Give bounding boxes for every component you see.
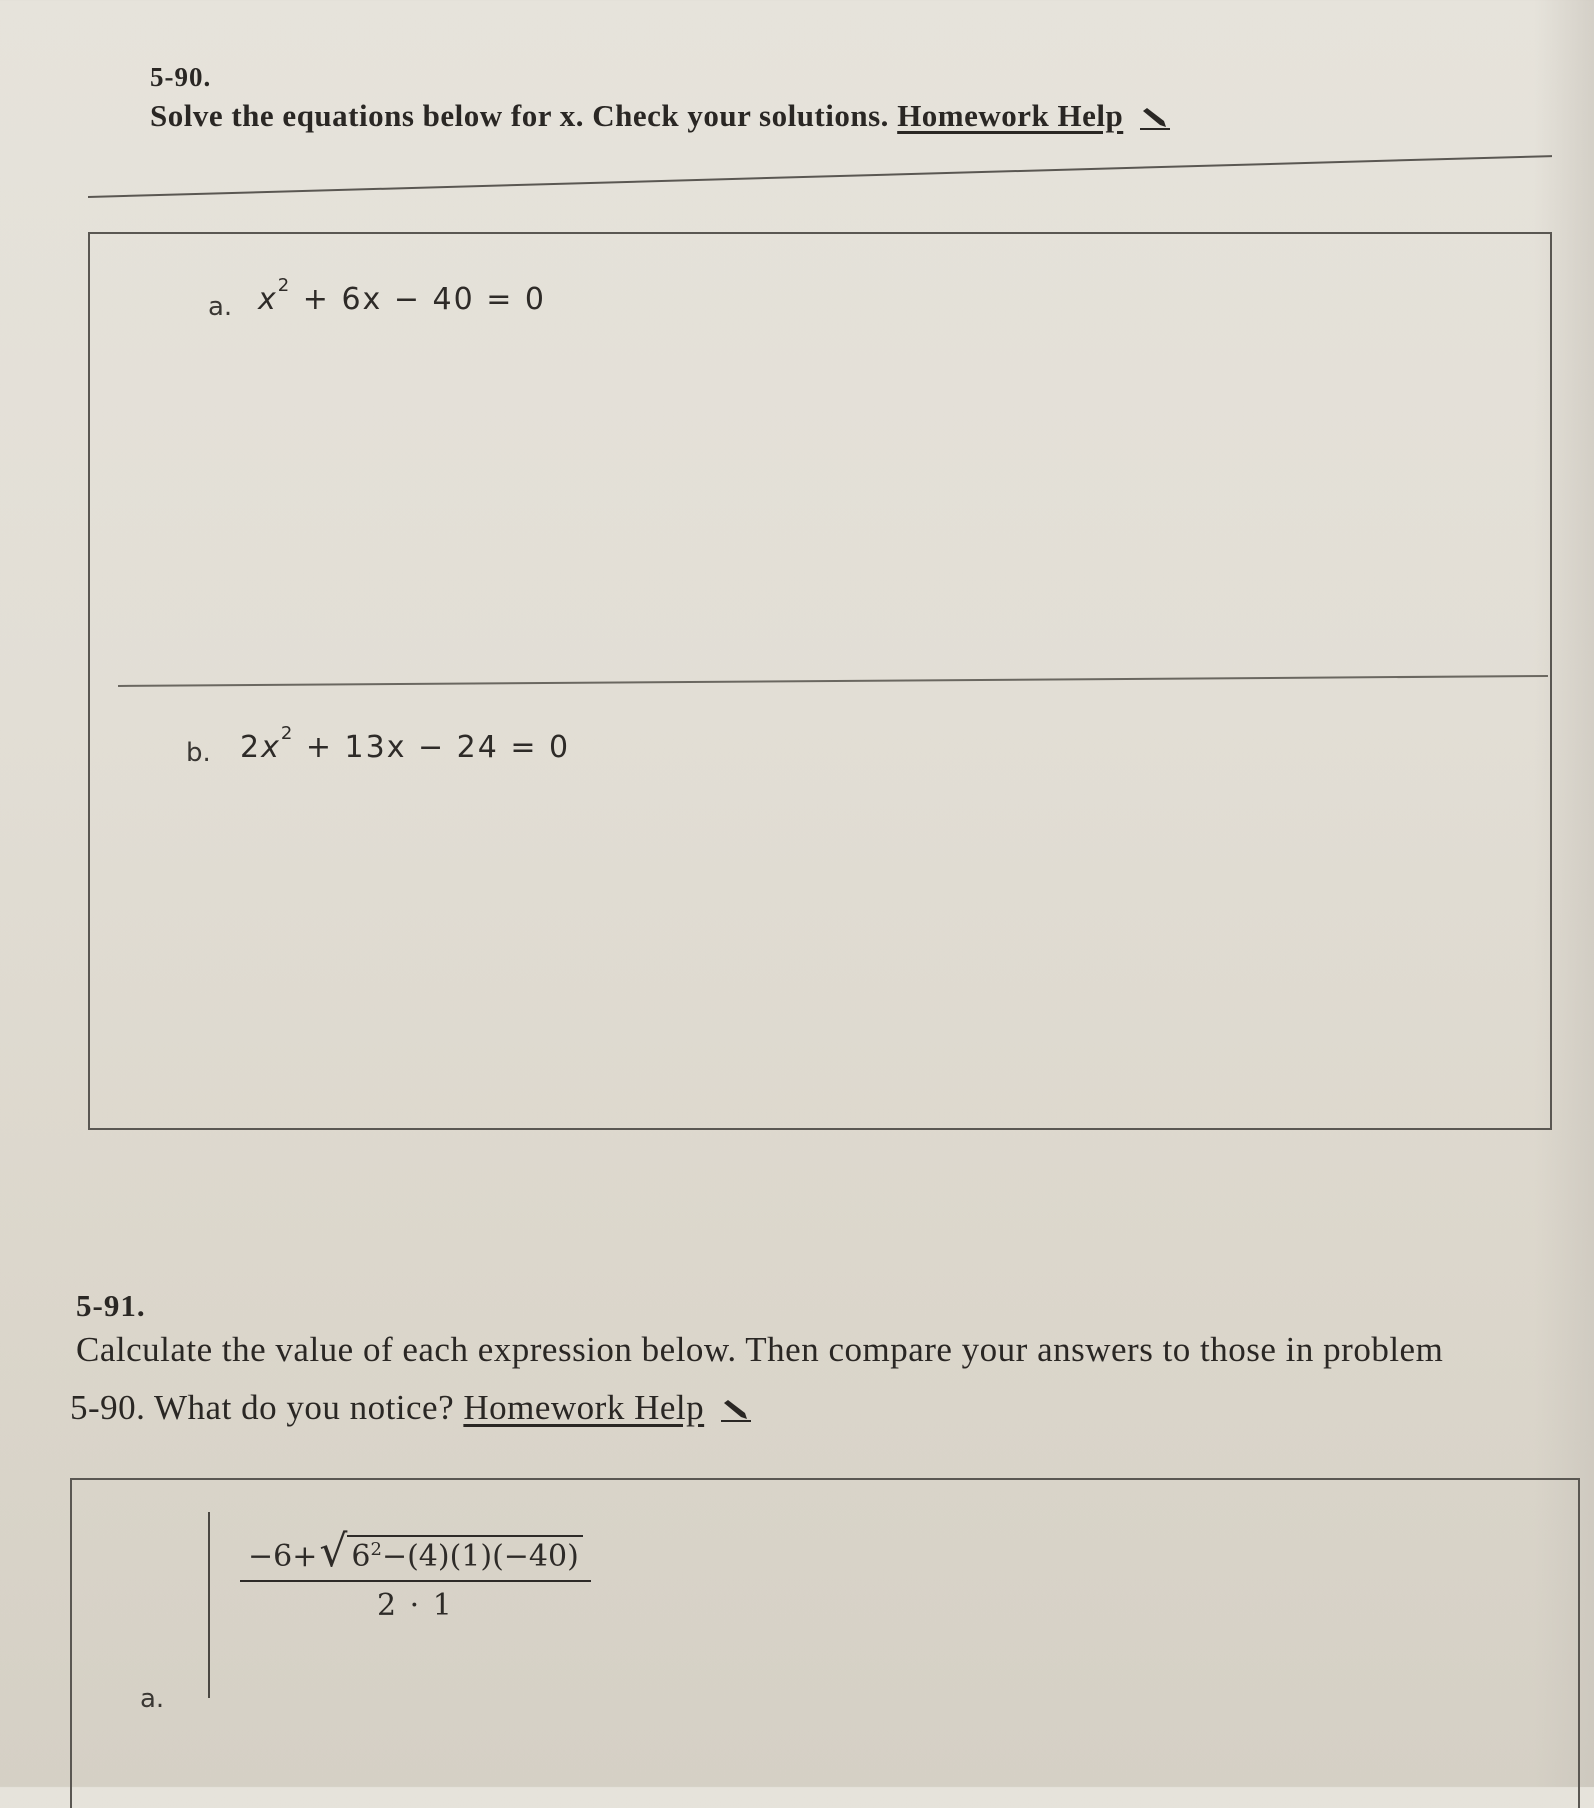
equation-b-rest: + 13x − 24 = 0 [305, 730, 571, 765]
equation-a-rest: + 6x − 40 = 0 [302, 282, 546, 317]
homework-help-link-591[interactable]: Homework Help [463, 1388, 705, 1427]
pencil-icon[interactable] [721, 1400, 751, 1422]
expression-numerator [240, 1526, 591, 1580]
problem-number-591: 5-91. [76, 1288, 146, 1323]
expression-left-rule [208, 1512, 210, 1698]
expression-denominator: 2 · 1 [377, 1588, 454, 1623]
square-root-icon: √ [319, 1526, 348, 1577]
radicand-rest: −(4)(1)(−40) [381, 1539, 579, 1574]
part-label-a-590: a. [208, 292, 233, 322]
radicand-base: 6 [351, 1539, 371, 1574]
problem-number-590: 5-90. [150, 62, 212, 92]
numerator-prefix: −6+ [248, 1539, 318, 1574]
equation-a-var: x [258, 282, 278, 317]
problem-591-instructions-line2 [70, 1388, 751, 1428]
radicand-exponent: 2 [370, 1539, 382, 1560]
equation-a-590 [258, 275, 546, 317]
problem-591-instructions-line1: Calculate the value of each expression below. Then compare your answers to those in problem [76, 1330, 1444, 1369]
part-label-b-590: b. [186, 738, 211, 768]
problem-591-instruction-text: 5-90. What do you notice? [70, 1388, 455, 1427]
homework-help-link-590[interactable]: Homework Help [897, 98, 1124, 133]
equation-b-lead: 2 [240, 730, 262, 765]
equation-a-exponent: 2 [277, 275, 292, 296]
pencil-icon[interactable] [1140, 108, 1170, 130]
part-label-a-591: a. [140, 1684, 165, 1714]
quadratic-formula-expression [240, 1526, 591, 1623]
problem-590-instruction-text: Solve the equations below for x. Check your solutions. [150, 98, 889, 133]
equation-b-var: x [261, 730, 281, 765]
equation-b-exponent: 2 [280, 723, 295, 744]
problem-590-instructions [150, 98, 1170, 134]
problem-591-answer-box [70, 1478, 1580, 1808]
radicand [347, 1535, 582, 1574]
equation-b-590 [240, 723, 571, 765]
